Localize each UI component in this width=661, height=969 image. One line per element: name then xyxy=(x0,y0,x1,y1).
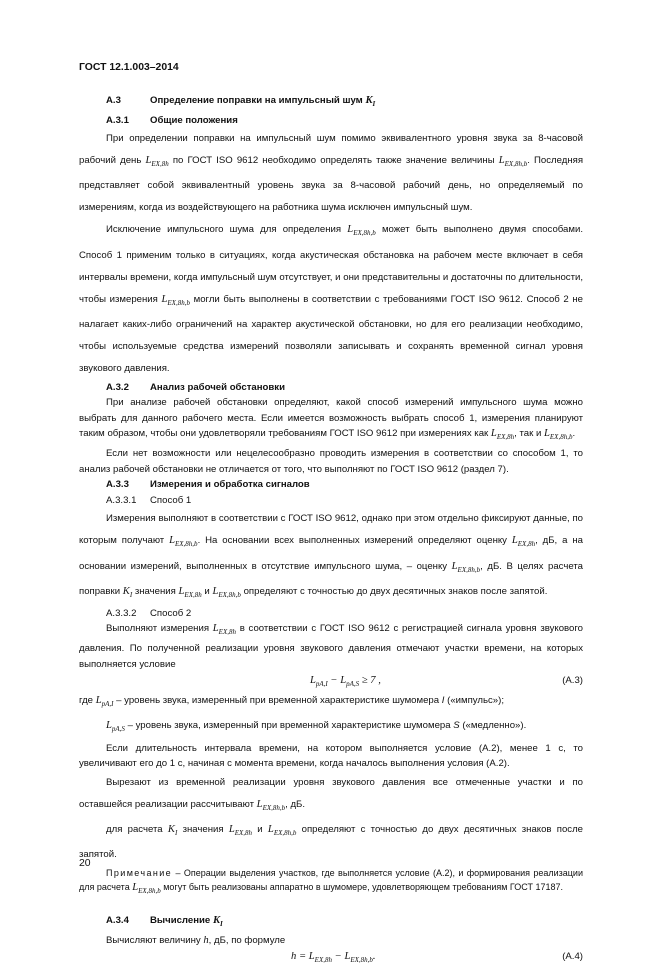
where-line-1: где $L_{pA,I}$ – уровень звука, измеренный при временной характеристике шумомера I («импульс»); xyxy=(79,695,504,709)
page-number: 20 xyxy=(79,858,91,869)
symbol-lex8h: $L_{EX,8h}$ xyxy=(178,585,202,599)
note-label: Примечание xyxy=(106,867,173,878)
page-content xyxy=(79,93,583,966)
symbol-lex8hb: $L_{EX,8h,b}$ xyxy=(498,155,528,169)
paragraph-a331-1: Измерения выполняют в соответствии с ГОСТ ISO 9612, однако при этом отдельно фиксируют данные, по которым получают $L_{EX,8h,b}$. На основании всех выполненных измерений определяют оценку $L_{EX,8h}$, дБ, а на основании измерений, выполненных в отсутствие импульсного шума, – оценку $L_{EX,8h,b}$, дБ. В целях расчета поправки $K_I$ значения $L_{EX,8h}$ и $L_{EX,8h,b}$ определяют с точностью до двух десятичных знаков после запятой. xyxy=(79,513,583,599)
symbol-lex8hb: $L_{EX,8h,b}$ xyxy=(161,293,190,307)
symbol-h: h xyxy=(203,934,209,946)
symbol-lex8h: $L_{EX,8h}$ xyxy=(228,823,253,837)
symbol-lpas: $L_{pA,S}$ xyxy=(106,720,125,734)
section-a33-heading: А.3.3 Измерения и обработка сигналов xyxy=(106,479,310,491)
section-a3-heading: А.3 Определение поправки на импульсный шум $K_I$ xyxy=(106,95,376,109)
where-line-2: $L_{pA,S}$ – уровень звука, измеренный при временной характеристике шумомера S («медленно»). xyxy=(106,720,527,734)
symbol-lex8hb: $L_{EX,8h,b}$ xyxy=(169,535,198,549)
paragraph-a31-1: При определении поправки на импульсный шум помимо эквивалентного уровня звука за 8-часовой рабочий день $L_{EX,8h}$ по ГОСТ ISO 9612 необходимо определять также значение величины $L_{EX,8h,b}$. Последняя представляет собой эквивалентный уровень звука за 8-часовой рабочий день, но определяемый по измерениям, когда из воздействующего на работника шума исключен импульсный шум. xyxy=(79,133,584,214)
paragraph-a332-3: Вырезают из временной реализации уровня звукового давления все отмеченные участки и по оставшейся реализации рассчитывают $L_{EX,8h,b}$, дБ. xyxy=(79,776,583,812)
symbol-k1: $K_I$ xyxy=(122,585,133,599)
paragraph-a32-1: При анализе рабочей обстановки определяют, какой способ измерений импульсного шума можно выбрать для данного рабочего места. Если имеется возможность выбрать способ 1, измерения планируют таким образом, чтобы они удовлетворяли требованиям ГОСТ ISO 9612 при измерениях как $L_{EX,8h}$, так и $L_{EX,8h,b}$. xyxy=(79,397,583,442)
symbol-lex8h: $L_{EX,8h}$ xyxy=(490,428,515,442)
symbol-lex8h: $L_{EX,8h}$ xyxy=(212,623,236,637)
symbol-lex8hb: $L_{EX,8h,b}$ xyxy=(267,823,297,837)
symbol-lex8hb: $L_{EX,8h,b}$ xyxy=(212,585,241,599)
symbol-lex8hb: $L_{EX,8h,b}$ xyxy=(544,428,573,442)
equation-a4: $h = L_{EX,8h} - L_{EX,8h,b}$. (А.4) xyxy=(79,948,583,966)
paragraph-a332-4: для расчета $K_I$ значения $L_{EX,8h}$ и $L_{EX,8h,b}$ определяют с точностью до двух десятичных знаков после запятой. xyxy=(79,823,584,860)
symbol-lex8hb: $L_{EX,8h,b}$ xyxy=(256,798,286,812)
paragraph-a34-1: Вычисляют величину h, дБ, по формуле xyxy=(106,934,286,946)
symbol-lpai: $L_{pA,I}$ xyxy=(95,695,114,709)
symbol-lex8h: $L_{EX,8h}$ xyxy=(511,535,536,549)
symbol-k1: $K_I$ xyxy=(167,823,178,837)
equation-a4-number: (А.4) xyxy=(562,951,583,963)
symbol-lex8h: $L_{EX,8h}$ xyxy=(145,155,169,169)
paragraph-a31-2: Исключение импульсного шума для определения $L_{EX,8h,b}$ может быть выполнено двумя способами. Способ 1 применим только в ситуациях, когда акустическая обстановка на рабочем месте включает в себя интервалы времени, когда импульсный шум отсутствует, и они представительны и достаточны по длительности, чтобы измерения $L_{EX,8h,b}$ могли быть выполнены в соответствии с требованиями ГОСТ ISO 9612. Способ 2 не налагает каких-либо ограничений на характер акустической обстановки, но для его реализации необходимо, чтобы используемые средства измерений позволяли записывать и сохранять временной сигнал уровня звукового давления. xyxy=(79,224,584,374)
equation-a3-number: (А.3) xyxy=(562,675,583,687)
symbol-k1: $K_I$ xyxy=(212,915,223,929)
paragraph-a332-2: Если длительность интервала времени, на котором выполняется условие (А.2), менее 1 с, то увеличивают его до 1 с, начиная с момента времени, когда началось выполнения условия (А.2). xyxy=(79,742,583,770)
symbol-lex8hb: $L_{EX,8h,b}$ xyxy=(451,560,481,574)
symbol-k1: $K_I$ xyxy=(365,95,376,109)
section-a32-heading: А.3.2 Анализ рабочей обстановки xyxy=(106,381,285,393)
note-block: Примечание – Операции выделения участков, где выполняется условие (А.2), и формирования реализации для расчета $L_{EX,8h,b}$ могут быть реализованы аппаратно в шумомере, удовлетворяющем требованиям ГОСТ 17187. xyxy=(79,867,583,896)
section-a332-heading: А.3.3.2 Способ 2 xyxy=(106,607,192,619)
paragraph-a32-2: Если нет возможности или нецелесообразно проводить измерения в соответствии со способом 1, то анализ рабочей обстановки не отличается от того, что выполняют по ГОСТ ISO 9612 (раздел 7). xyxy=(79,448,583,475)
section-a331-heading: А.3.3.1 Способ 1 xyxy=(106,494,192,506)
paragraph-a332-1: Выполняют измерения $L_{EX,8h}$ в соответствии с ГОСТ ISO 9612 с регистрацией сигнала уровня звукового давления. По полученной реализации уровня звукового давления отмечают участки времени, на которых выполняется условие xyxy=(79,623,583,670)
symbol-lex8hb: $L_{EX,8h,b}$ xyxy=(132,882,161,896)
symbol-lex8hb: $L_{EX,8h,b}$ xyxy=(347,224,376,238)
document-header: ГОСТ 12.1.003–2014 xyxy=(79,62,179,73)
section-a31-heading: А.3.1 Общие положения xyxy=(106,114,238,126)
section-a34-heading: А.3.4 Вычисление $K_I$ xyxy=(106,915,223,929)
equation-a3: $L_{pA,I} - L_{pA,S} \ge 7$ , (А.3) xyxy=(79,672,583,690)
